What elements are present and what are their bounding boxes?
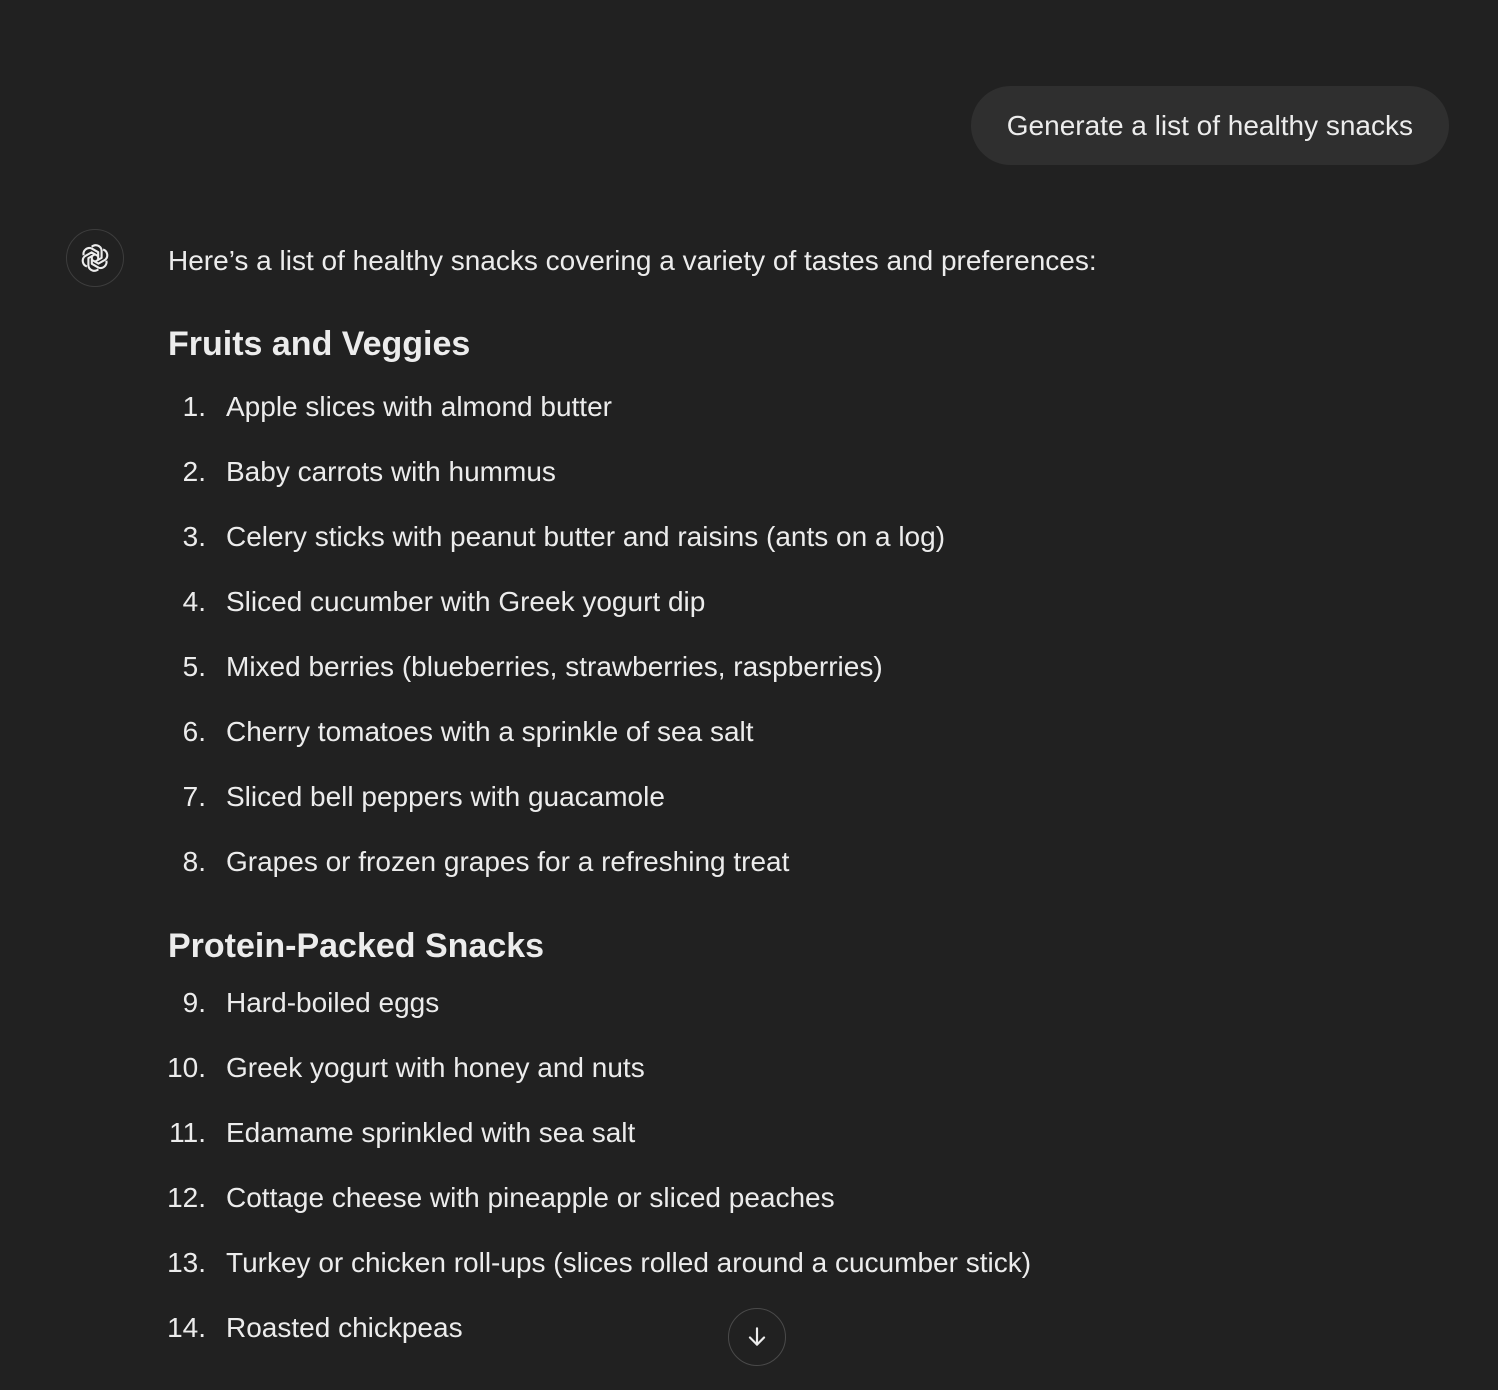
- list-item: [168, 504, 1368, 569]
- openai-logo-icon: [77, 240, 113, 276]
- list-item: [168, 970, 1368, 1035]
- list-item: [168, 634, 1368, 699]
- list-text: Sliced cucumber with Greek yogurt dip: [226, 585, 706, 617]
- snack-list-fruits-veggies: [168, 374, 1368, 894]
- list-item: [168, 764, 1368, 829]
- list-text: Sliced bell peppers with guacamole: [226, 780, 665, 812]
- list-number: 13.: [167, 1246, 206, 1278]
- list-text: Grapes or frozen grapes for a refreshing treat: [226, 845, 790, 877]
- list-item: [168, 1165, 1368, 1230]
- list-text: Hard-boiled eggs: [226, 986, 440, 1018]
- list-text: Greek yogurt with honey and nuts: [226, 1051, 645, 1083]
- section-title-fruits-veggies: Fruits and Veggies: [168, 325, 471, 363]
- list-text: Edamame sprinkled with sea salt: [226, 1116, 636, 1148]
- list-number: 2.: [182, 455, 206, 487]
- list-item: [168, 829, 1368, 894]
- list-number: 6.: [182, 715, 206, 747]
- list-item: [168, 569, 1368, 634]
- list-number: 3.: [182, 520, 206, 552]
- list-item: [168, 1100, 1368, 1165]
- list-text: Roasted chickpeas: [226, 1311, 463, 1343]
- list-number: 8.: [182, 845, 206, 877]
- list-number: 4.: [182, 585, 206, 617]
- list-item: [168, 699, 1368, 764]
- list-number: 10.: [167, 1051, 206, 1083]
- snack-list-protein-snacks: [168, 970, 1368, 1360]
- list-item: [168, 1230, 1368, 1295]
- list-item: [168, 439, 1368, 504]
- assistant-avatar: [66, 229, 124, 287]
- user-message-text: Generate a list of healthy snacks: [1006, 109, 1413, 141]
- list-text: Baby carrots with hummus: [226, 455, 556, 487]
- list-number: 11.: [169, 1116, 206, 1148]
- scroll-to-bottom-button[interactable]: [728, 1308, 786, 1366]
- list-text: Cottage cheese with pineapple or sliced peaches: [226, 1181, 835, 1213]
- list-text: Celery sticks with peanut butter and raisins (ants on a log): [226, 520, 946, 552]
- list-number: 5.: [182, 650, 206, 682]
- list-text: Apple slices with almond butter: [226, 390, 612, 422]
- list-text: Turkey or chicken roll-ups (slices rolled around a cucumber stick): [226, 1246, 1032, 1278]
- user-message-bubble: [971, 86, 1449, 165]
- list-number: 7.: [182, 780, 206, 812]
- section-title-protein-snacks: Protein-Packed Snacks: [168, 927, 545, 965]
- list-text: Cherry tomatoes with a sprinkle of sea salt: [226, 715, 754, 747]
- list-item: [168, 374, 1368, 439]
- list-item: [168, 1035, 1368, 1100]
- list-text: Mixed berries (blueberries, strawberries, raspberries): [226, 650, 883, 682]
- list-number: 1.: [182, 390, 206, 422]
- response-intro: Here’s a list of healthy snacks covering a variety of tastes and preferences:: [168, 245, 1097, 276]
- assistant-response: [168, 240, 1368, 1360]
- arrow-down-icon: [744, 1324, 770, 1350]
- list-number: 14.: [167, 1311, 206, 1343]
- list-number: 12.: [167, 1181, 206, 1213]
- list-number: 9.: [182, 986, 206, 1018]
